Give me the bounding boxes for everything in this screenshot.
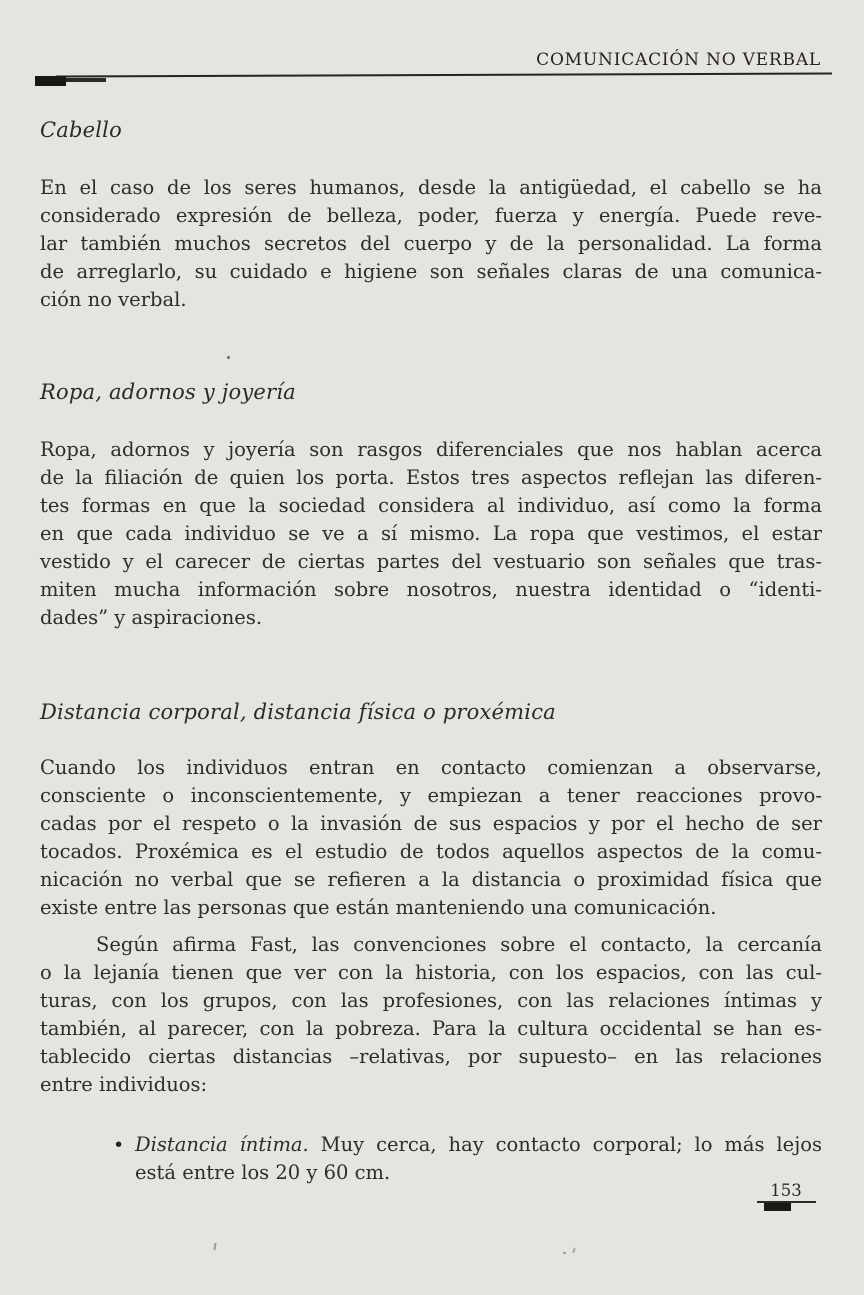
text-line: miten mucha información sobre nosotros, nuestra identidad o “identi-	[40, 578, 822, 601]
running-header-title: COMUNICACIÓN NO VERBAL	[536, 50, 821, 70]
text-line: en que cada individuo se ve a sí mismo. La ropa que vestimos, el estar	[40, 522, 822, 545]
paragraph-segun-fast	[40, 931, 822, 1099]
text-line: está entre los 20 y 60 cm.	[135, 1161, 391, 1184]
text-line: vestido y el carecer de ciertas partes del vestuario son señales que tras-	[40, 550, 822, 573]
section-heading-cabello: Cabello	[40, 118, 122, 142]
text-line: nicación no verbal que se refieren a la distancia o proximidad física que	[40, 868, 822, 891]
list-item-line1-rest: Muy cerca, hay contacto corporal; lo más lejos	[308, 1133, 822, 1156]
footer-corner-bar	[764, 1203, 791, 1211]
section-heading-ropa-adornos-joyeria: Ropa, adornos y joyería	[40, 380, 296, 404]
text-line: Según afirma Fast, las convenciones sobre el contacto, la cercanía	[96, 933, 822, 956]
list-item-lead-italic: Distancia íntima.	[135, 1133, 309, 1156]
page-number: 153	[770, 1181, 802, 1200]
text-line: existe entre las personas que están manteniendo una comunicación.	[40, 896, 717, 919]
header-rule	[56, 73, 832, 78]
text-line: entre individuos:	[40, 1073, 208, 1096]
text-line: tocados. Proxémica es el estudio de todos aquellos aspectos de la comu-	[40, 840, 822, 863]
scan-artifact-dot	[227, 356, 230, 359]
paragraph-ropa-adornos-joyeria	[40, 436, 822, 632]
scan-artifact-dot	[563, 1252, 566, 1254]
scan-artifact-tick	[214, 1243, 217, 1250]
text-line: también, al parecer, con la pobreza. Para la cultura occidental se han es-	[40, 1017, 822, 1040]
header-corner-bar	[35, 76, 66, 86]
text-line: En el caso de los seres humanos, desde la antigüedad, el cabello se ha	[40, 176, 822, 199]
section-heading-distancia-corporal: Distancia corporal, distancia física o proxémica	[40, 700, 556, 724]
text-line: tablecido ciertas distancias –relativas, por supuesto– en las relaciones	[40, 1045, 822, 1068]
text-line: cadas por el respeto o la invasión de sus espacios y por el hecho de ser	[40, 812, 822, 835]
bullet-icon: •	[113, 1134, 125, 1156]
text-line: dades” y aspiraciones.	[40, 606, 263, 629]
text-line: de arreglarlo, su cuidado e higiene son señales claras de una comunica-	[40, 260, 822, 283]
text-line: ción no verbal.	[40, 288, 187, 311]
text-line: considerado expresión de belleza, poder, fuerza y energía. Puede reve-	[40, 204, 822, 227]
text-line: Cuando los individuos entran en contacto comienzan a observarse,	[40, 756, 822, 779]
text-line	[135, 1131, 822, 1159]
text-line: de la filiación de quien los porta. Estos tres aspectos reflejan las diferen-	[40, 466, 822, 489]
paragraph-cabello	[40, 174, 822, 314]
text-line: lar también muchos secretos del cuerpo y de la personalidad. La forma	[40, 232, 822, 255]
text-line: turas, con los grupos, con las profesiones, con las relaciones íntimas y	[40, 989, 822, 1012]
paragraph-proxemica	[40, 754, 822, 922]
text-line: o la lejanía tienen que ver con la historia, con los espacios, con las cul-	[40, 961, 822, 984]
text-line: tes formas en que la sociedad considera al individuo, así como la forma	[40, 494, 822, 517]
text-line: consciente o inconscientemente, y empiezan a tener reacciones provo-	[40, 784, 822, 807]
text-line: Ropa, adornos y joyería son rasgos diferenciales que nos hablan acerca	[40, 438, 822, 461]
list-item-distancia-intima	[135, 1131, 822, 1187]
scan-artifact-tick	[572, 1248, 576, 1253]
header-corner-bar-tail	[66, 78, 106, 82]
